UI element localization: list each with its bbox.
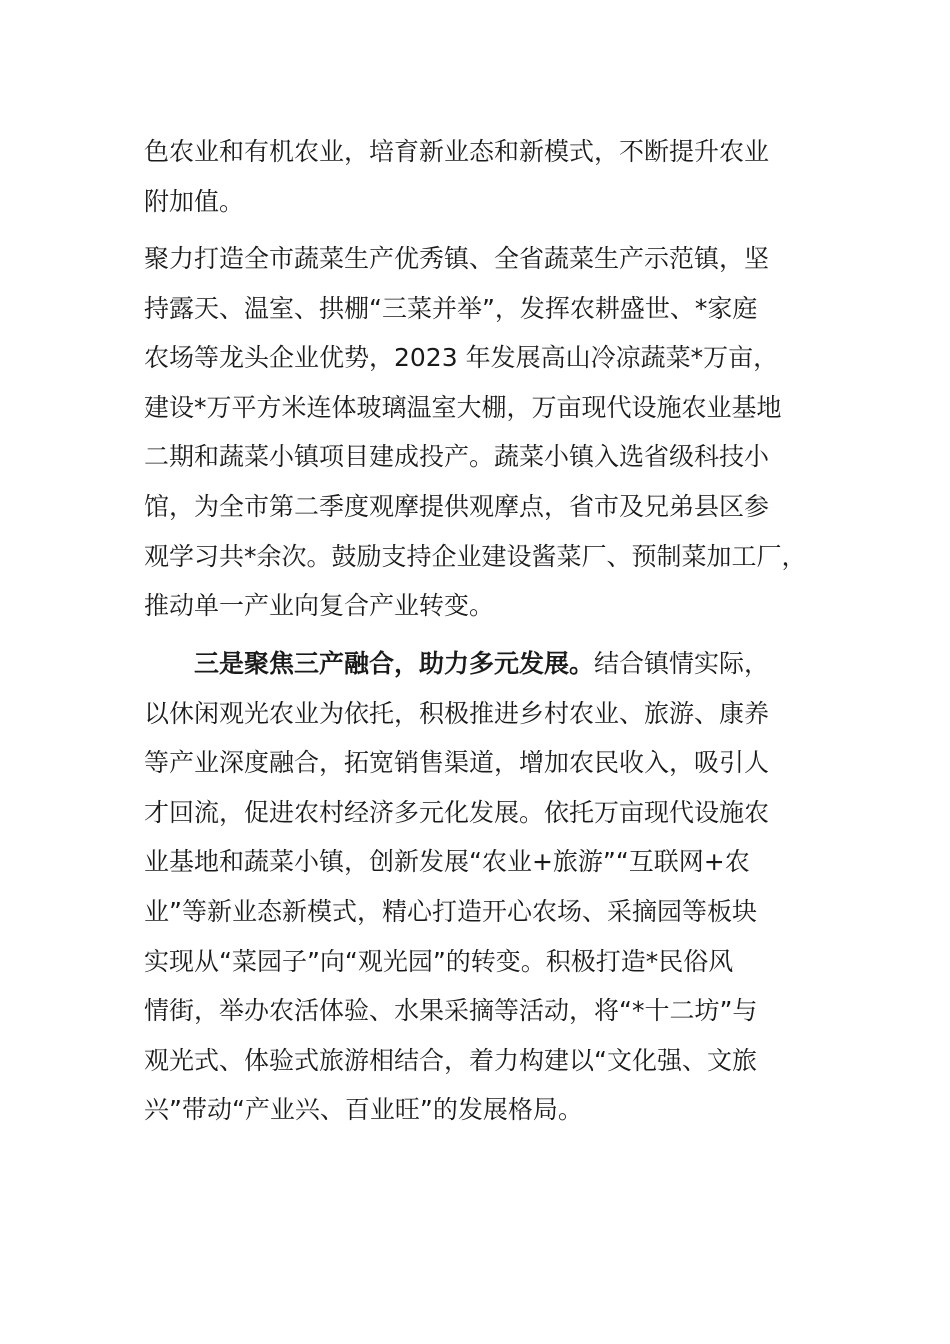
heading-line-rest: 结合镇情实际， (594, 649, 770, 678)
text-line: 观光式、体验式旅游相结合，着力构建以“文化强、文旅 (144, 1045, 757, 1075)
text-line: 等产业深度融合，拓宽销售渠道，增加农民收入，吸引人 (144, 748, 770, 778)
text-line: 农场等龙头企业优势，2023 年发展高山冷凉蔬菜*万亩， (144, 343, 779, 373)
text-line: 二期和蔬菜小镇项目建成投产。蔬菜小镇入选省级科技小 (144, 442, 770, 472)
paragraph-vegetable-production (144, 234, 834, 631)
text-line: 观学习共*余次。鼓励支持企业建设酱菜厂、预制菜加工厂， (144, 541, 807, 571)
text-line: 情街，举办农活体验、水果采摘等活动，将“*十二坊”与 (144, 996, 758, 1026)
text-line: 实现从“菜园子”向“观光园”的转变。积极打造*民俗风 (144, 946, 734, 976)
text-line: 业”等新业态新模式，精心打造开心农场、采摘园等板块 (144, 896, 757, 926)
text-line: 推动单一产业向复合产业转变。 (144, 591, 495, 621)
paragraph-industry-integration (144, 639, 834, 1135)
text-line: 兴”带动“产业兴、百业旺”的发展格局。 (144, 1095, 583, 1125)
text-line: 业基地和蔬菜小镇，创新发展“农业+旅游”“互联网+农 (144, 847, 750, 877)
text-line: 聚力打造全市蔬菜生产优秀镇、全省蔬菜生产示范镇，坚 (144, 244, 770, 273)
text-line: 以休闲观光农业为依托，积极推进乡村农业、旅游、康养 (144, 698, 770, 728)
text-line-with-heading (144, 639, 834, 689)
section-heading: 三是聚焦三产融合，助力多元发展。 (194, 649, 595, 678)
text-line: 附加值。 (144, 186, 245, 216)
text-line: 色农业和有机农业，培育新业态和新模式，不断提升农业 (144, 137, 770, 166)
text-line: 持露天、温室、拱棚“三菜并举”，发挥农耕盛世、*家庭 (144, 293, 758, 323)
text-line: 才回流，促进农村经济多元化发展。依托万亩现代设施农 (144, 797, 770, 827)
text-line: 馆，为全市第二季度观摩提供观摩点，省市及兄弟县区参 (144, 491, 770, 521)
text-line: 建设*万平方米连体玻璃温室大棚，万亩现代设施农业基地 (144, 392, 782, 422)
paragraph-continuation (144, 127, 834, 226)
